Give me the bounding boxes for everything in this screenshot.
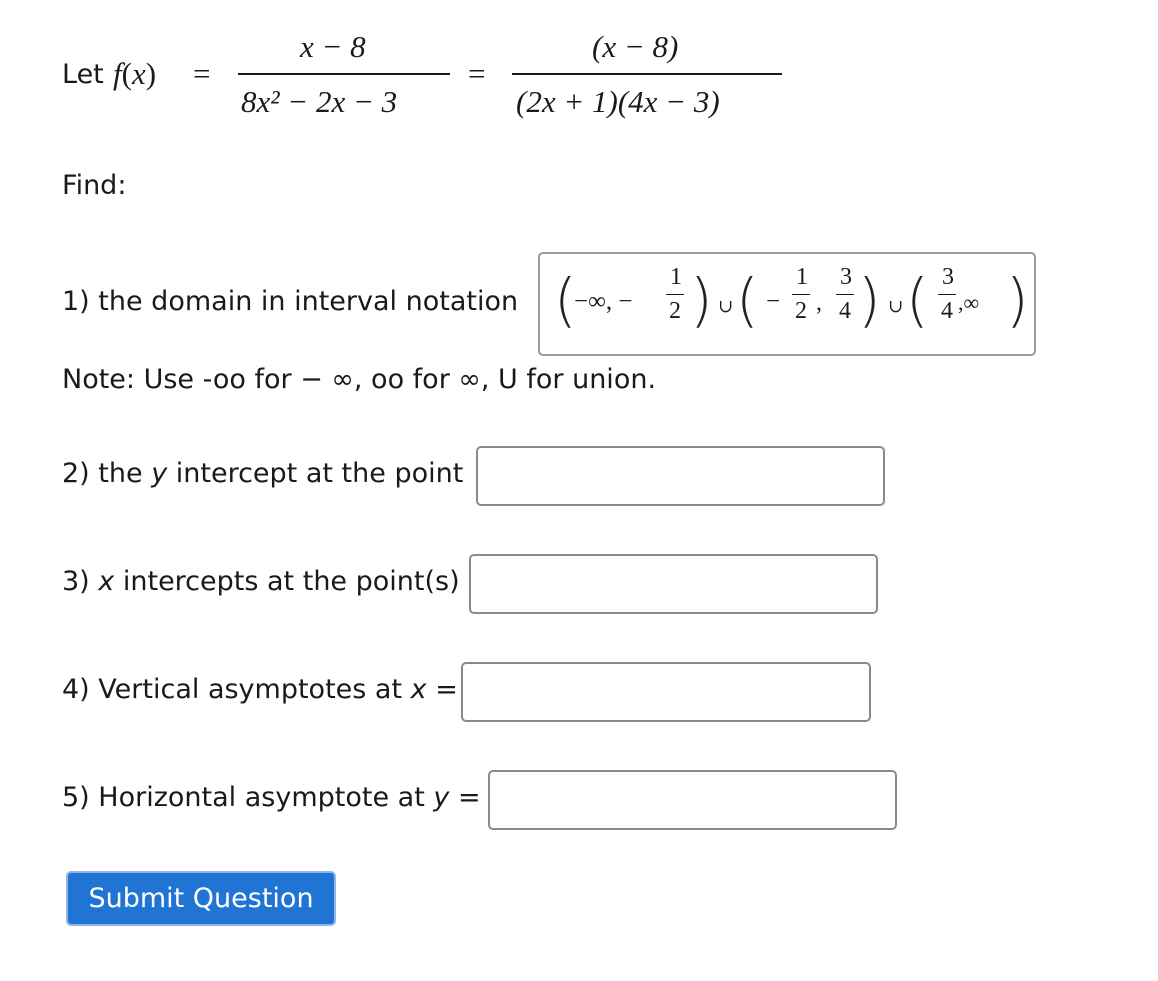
y-intercept-input[interactable] bbox=[476, 446, 885, 506]
fraction-1-numerator: x − 8 bbox=[300, 29, 366, 64]
q3-label: 3) x intercepts at the point(s) bbox=[62, 566, 460, 597]
frac-b2-bar bbox=[836, 294, 854, 295]
neg-infinity: −∞, − bbox=[574, 288, 633, 315]
frac-a-den: 2 bbox=[669, 298, 681, 324]
equals-sign-2: = bbox=[468, 56, 486, 91]
find-label: Find: bbox=[62, 170, 127, 201]
frac-c-bar bbox=[938, 294, 956, 295]
q4-label: 4) Vertical asymptotes at x = bbox=[62, 674, 458, 705]
fraction-2-numerator: (x − 8) bbox=[592, 29, 679, 64]
close-paren-3: ) bbox=[1006, 266, 1029, 334]
fraction-1-bar bbox=[238, 73, 450, 75]
open-paren-1: ( bbox=[554, 266, 577, 334]
frac-c-den: 4 bbox=[941, 298, 953, 324]
frac-b2-den: 4 bbox=[839, 298, 851, 324]
close-paren-1: ) bbox=[690, 266, 713, 334]
q5-label: 5) Horizontal asymptote at y = bbox=[62, 782, 481, 813]
frac-c-num: 3 bbox=[942, 264, 954, 290]
open-paren-2: ( bbox=[736, 266, 759, 334]
fraction-2-bar bbox=[512, 73, 782, 75]
fraction-1-denominator: 8x² − 2x − 3 bbox=[241, 84, 398, 119]
union-1: ∪ bbox=[718, 296, 734, 316]
let-label: Let bbox=[62, 59, 104, 90]
fraction-2-denominator: (2x + 1)(4x − 3) bbox=[516, 84, 720, 119]
close-paren-2: ) bbox=[858, 266, 881, 334]
comma-infinity: ,∞ bbox=[958, 290, 980, 315]
q2-label: 2) the y intercept at the point bbox=[62, 458, 464, 489]
function-name: f(x) bbox=[113, 56, 157, 91]
frac-b2-num: 3 bbox=[840, 264, 852, 290]
union-2: ∪ bbox=[888, 296, 904, 316]
frac-a-num: 1 bbox=[670, 264, 682, 290]
horizontal-asymptote-input[interactable] bbox=[488, 770, 897, 830]
equals-sign-1: = bbox=[193, 56, 211, 91]
note-text: Note: Use -oo for − ∞, oo for ∞, U for union. bbox=[62, 364, 657, 395]
vertical-asymptotes-input[interactable] bbox=[461, 662, 871, 722]
frac-b1-num: 1 bbox=[796, 264, 808, 290]
neg-sign: − bbox=[766, 288, 781, 315]
submit-question-button[interactable]: Submit Question bbox=[66, 871, 336, 926]
x-intercepts-input[interactable] bbox=[469, 554, 878, 614]
comma-b: , bbox=[816, 290, 822, 316]
q1-label: 1) the domain in interval notation bbox=[62, 286, 519, 317]
domain-answer-field[interactable] bbox=[538, 252, 1036, 356]
open-paren-3: ( bbox=[906, 266, 929, 334]
frac-a-bar bbox=[666, 294, 684, 295]
frac-b1-den: 2 bbox=[795, 298, 807, 324]
frac-b1-bar bbox=[792, 294, 810, 295]
